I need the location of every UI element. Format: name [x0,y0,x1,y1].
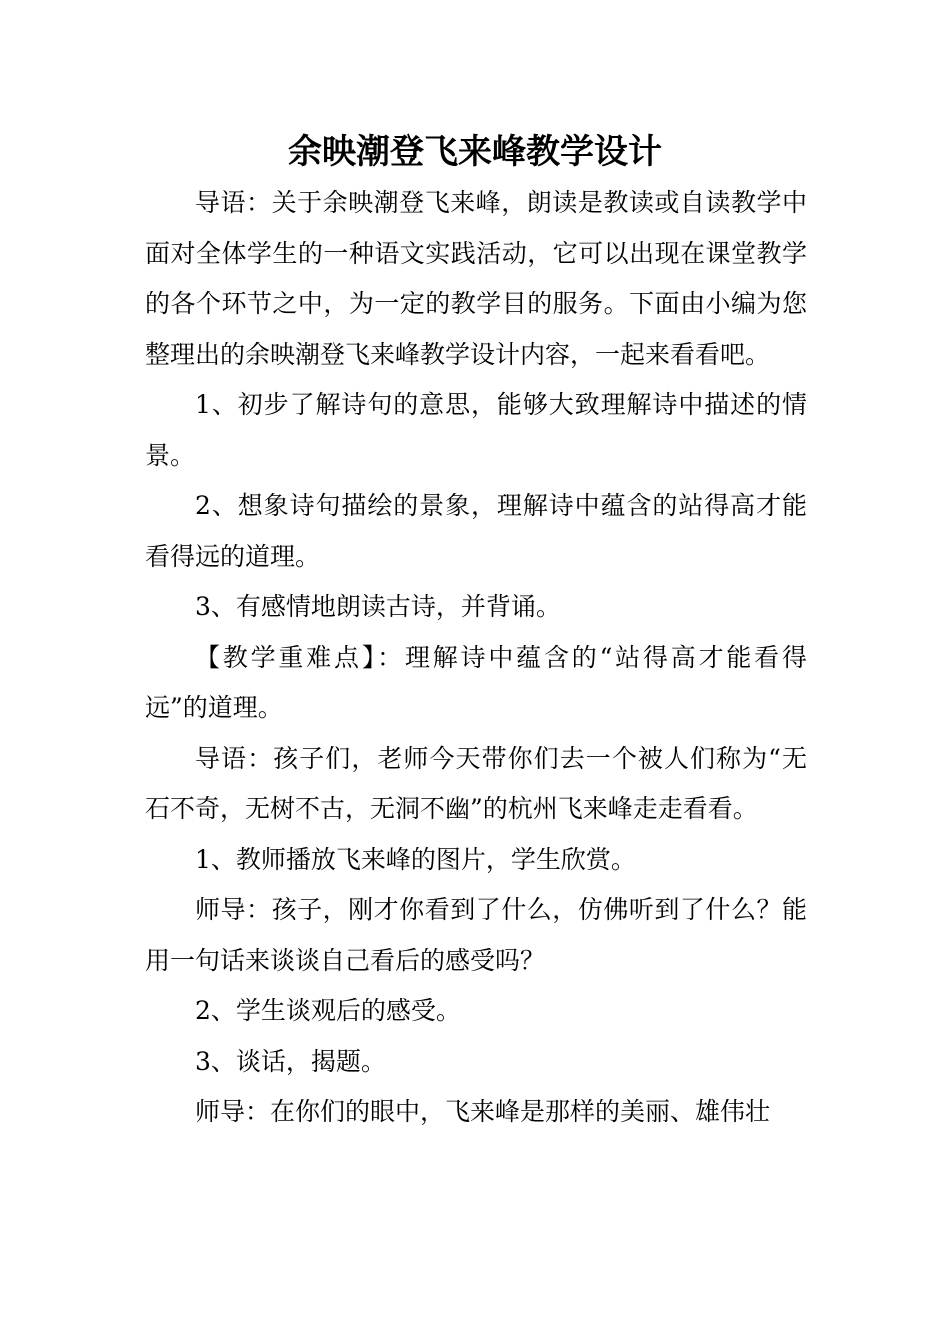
paragraph-intro: 导语：关于余映潮登飞来峰，朗读是教读或自读教学中面对全体学生的一种语文实践活动，它可以出现在课堂教学的各个环节之中，为一定的教学目的服务。下面由小编为您整理出的余映潮登飞来峰教学设计内容，一起来看看吧。 [145,188,807,369]
paragraph-step-2: 2、学生谈观后的感受。 [195,996,461,1025]
document-body [145,178,807,1138]
paragraph-teacher-guide-2: 师导：在你们的眼中，飞来峰是那样的美丽、雄伟壮 [195,1097,771,1126]
paragraph-step-1: 1、教师播放飞来峰的图片，学生欣赏。 [195,844,636,874]
paragraph-goal-3: 3、有感情地朗读古诗，并背诵。 [195,592,561,621]
document-title: 余映潮登飞来峰教学设计 [288,132,662,172]
paragraph-key-points: 【教学重难点】：理解诗中蕴含的“站得高才能看得远”的道理。 [145,642,807,722]
paragraph-lead-in: 导语：孩子们，老师今天带你们去一个被人们称为“无石不奇，无树不古，无洞不幽”的杭州飞来峰走走看看。 [145,743,807,823]
paragraph-teacher-guide-1: 师导：孩子，刚才你看到了什么，仿佛听到了什么？能用一句话来谈谈自己看后的感受吗？ [145,895,807,975]
paragraph-goal-2: 2、想象诗句描绘的景象，理解诗中蕴含的站得高才能看得远的道理。 [145,491,807,571]
paragraph-goal-1: 1、初步了解诗句的意思，能够大致理解诗中描述的情景。 [145,390,807,470]
paragraph-step-3: 3、谈话，揭题。 [195,1046,386,1076]
